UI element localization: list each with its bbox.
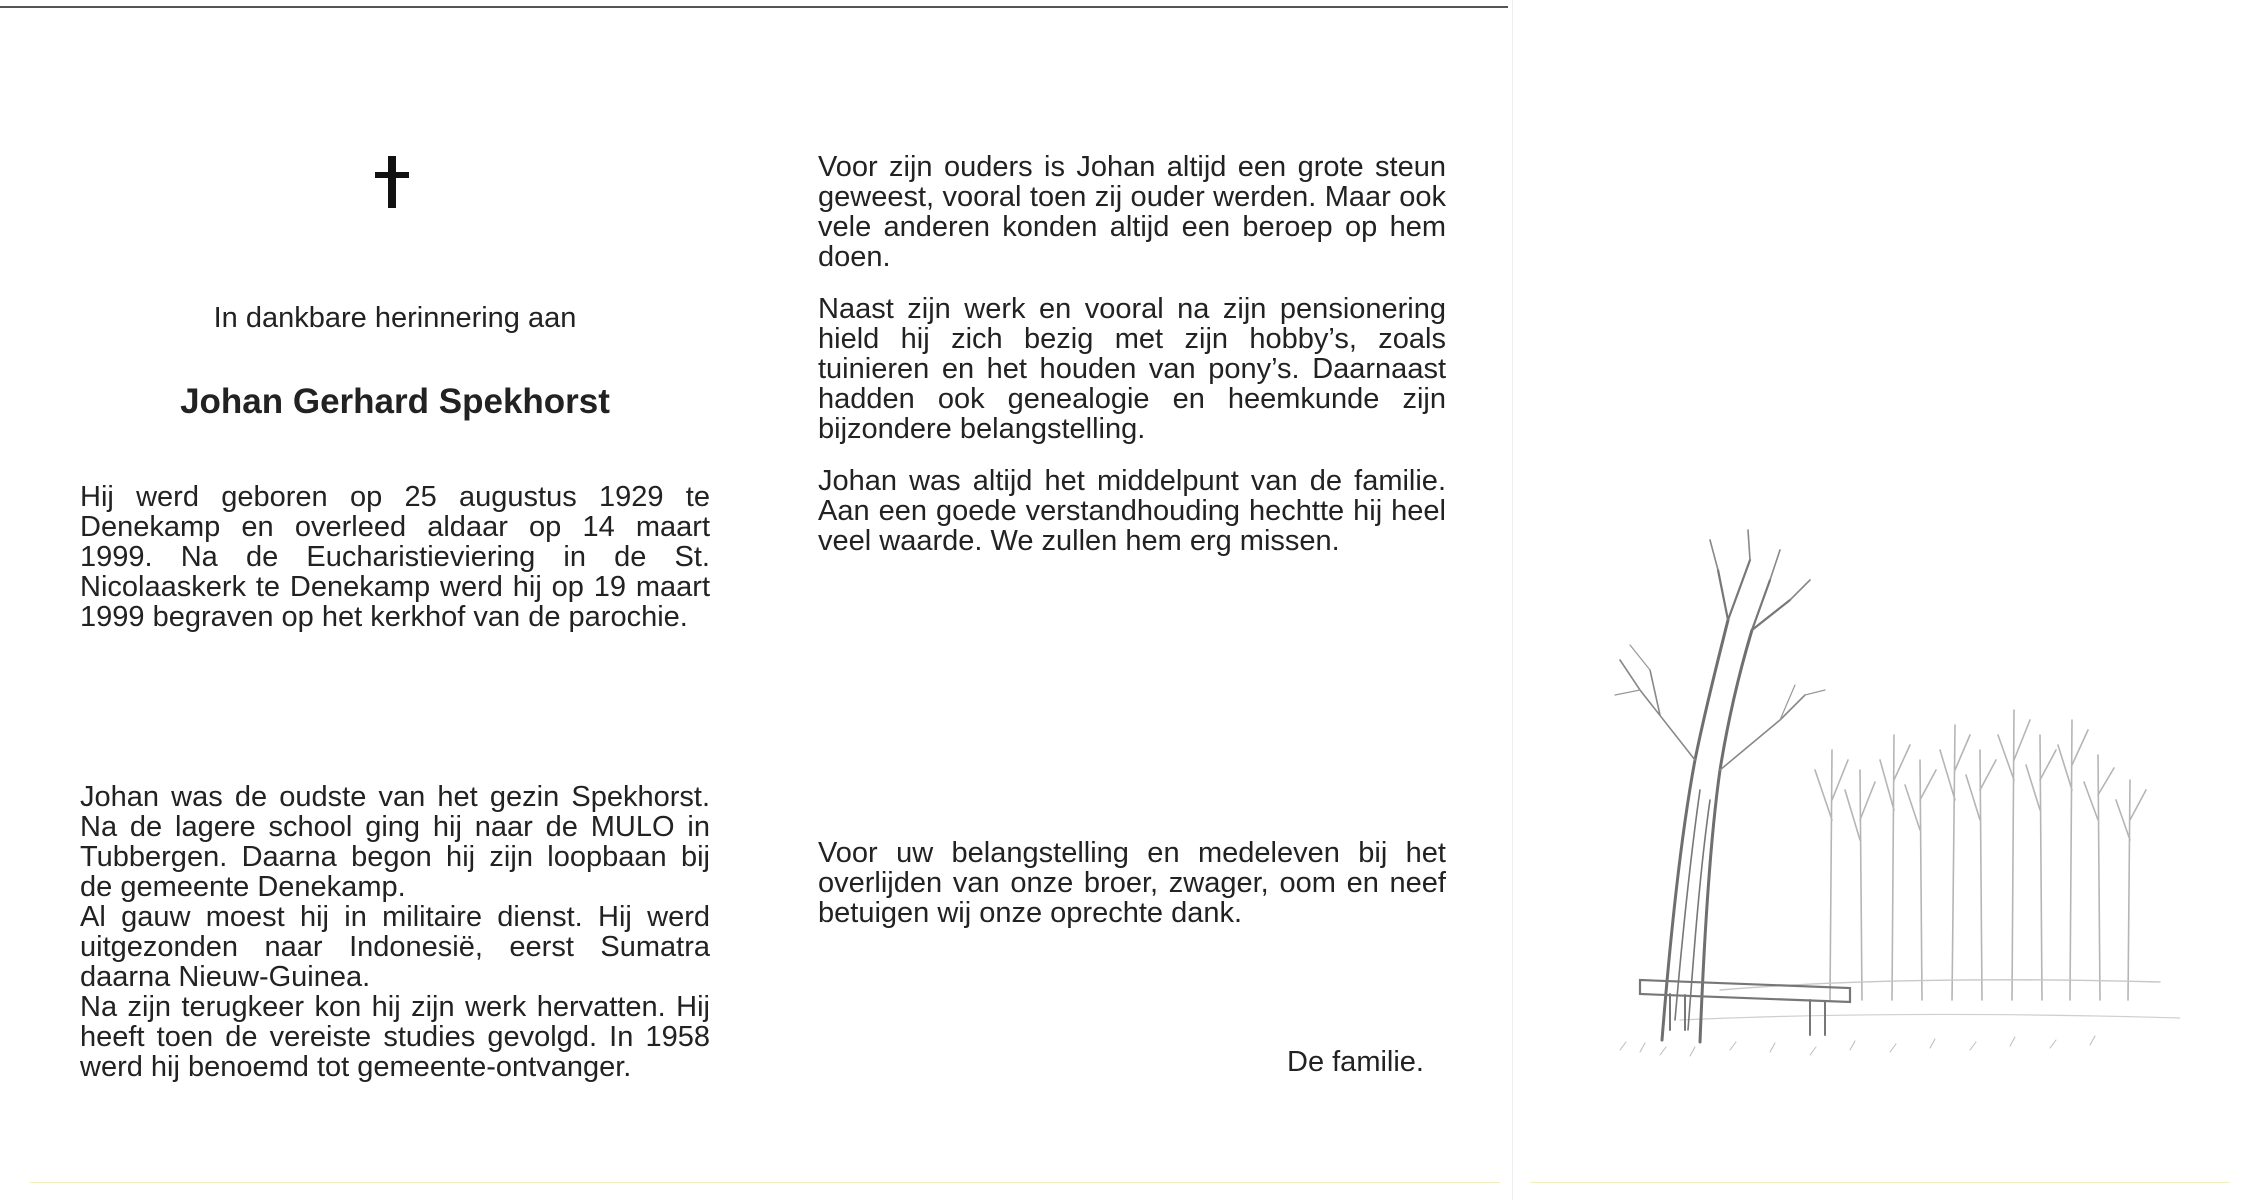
deceased-name: Johan Gerhard Spekhorst — [180, 382, 610, 421]
top-rule — [0, 6, 1508, 8]
life-section — [80, 782, 710, 1082]
tree-bench-drawing-icon — [1600, 520, 2180, 1080]
family-paragraph: Johan was altijd het middelpunt van de familie. Aan een goede verstandhouding hechtte hij heel veel waarde. We zullen hem erg missen. — [818, 465, 1446, 557]
bottom-rule — [30, 1182, 1500, 1183]
birth-section — [80, 482, 710, 654]
life-paragraph: Al gauw moest hij in militaire dienst. Hij werd uitgezonden naar Indonesië, eerst Sumatra daarna Nieuw-Guinea. — [80, 901, 710, 993]
signature: De familie. — [1287, 1046, 1424, 1078]
bottom-rule-right — [1530, 1182, 2230, 1183]
life-paragraph: Na zijn terugkeer kon hij zijn werk hervatten. Hij heeft toen de vereiste studies gevolgd. In 1958 werd hij benoemd tot gemeente-ontvanger. — [80, 991, 710, 1083]
cross-icon — [375, 156, 409, 208]
thanks-paragraph: Voor uw belangstelling en medeleven bij het overlijden van onze broer, zwager, oom en neef betuigen wij onze oprechte dank. — [818, 837, 1446, 929]
hobbies-paragraph: Naast zijn werk en vooral na zijn pensionering hield hij zich bezig met zijn hobby’s, zoals tuinieren en het houden van pony’s. Daarnaast hadden ook genealogie en heemkunde zijn bijzondere belangstelling. — [818, 293, 1446, 445]
fold-line — [1512, 0, 1513, 1200]
life-paragraph: Johan was de oudste van het gezin Spekhorst. Na de lagere school ging hij naar de MULO in Tubbergen. Daarna begon hij zijn loopbaan bij de gemeente Denekamp. — [80, 781, 710, 903]
character-paragraph: Voor zijn ouders is Johan altijd een grote steun geweest, vooral toen zij ouder werden. Maar ook vele anderen konden altijd een beroep op hem doen. — [818, 151, 1446, 273]
character-section — [818, 152, 1446, 578]
thanks-section — [818, 838, 1446, 950]
birth-paragraph: Hij werd geboren op 25 augustus 1929 te Denekamp en overleed aldaar op 14 maart 1999. Na de Eucharistieviering in de St. Nicolaaskerk te Denekamp werd hij op 19 maart 1999 begraven op het kerkhof van de parochie. — [80, 481, 710, 633]
intro-text: In dankbare herinnering aan — [213, 302, 577, 334]
